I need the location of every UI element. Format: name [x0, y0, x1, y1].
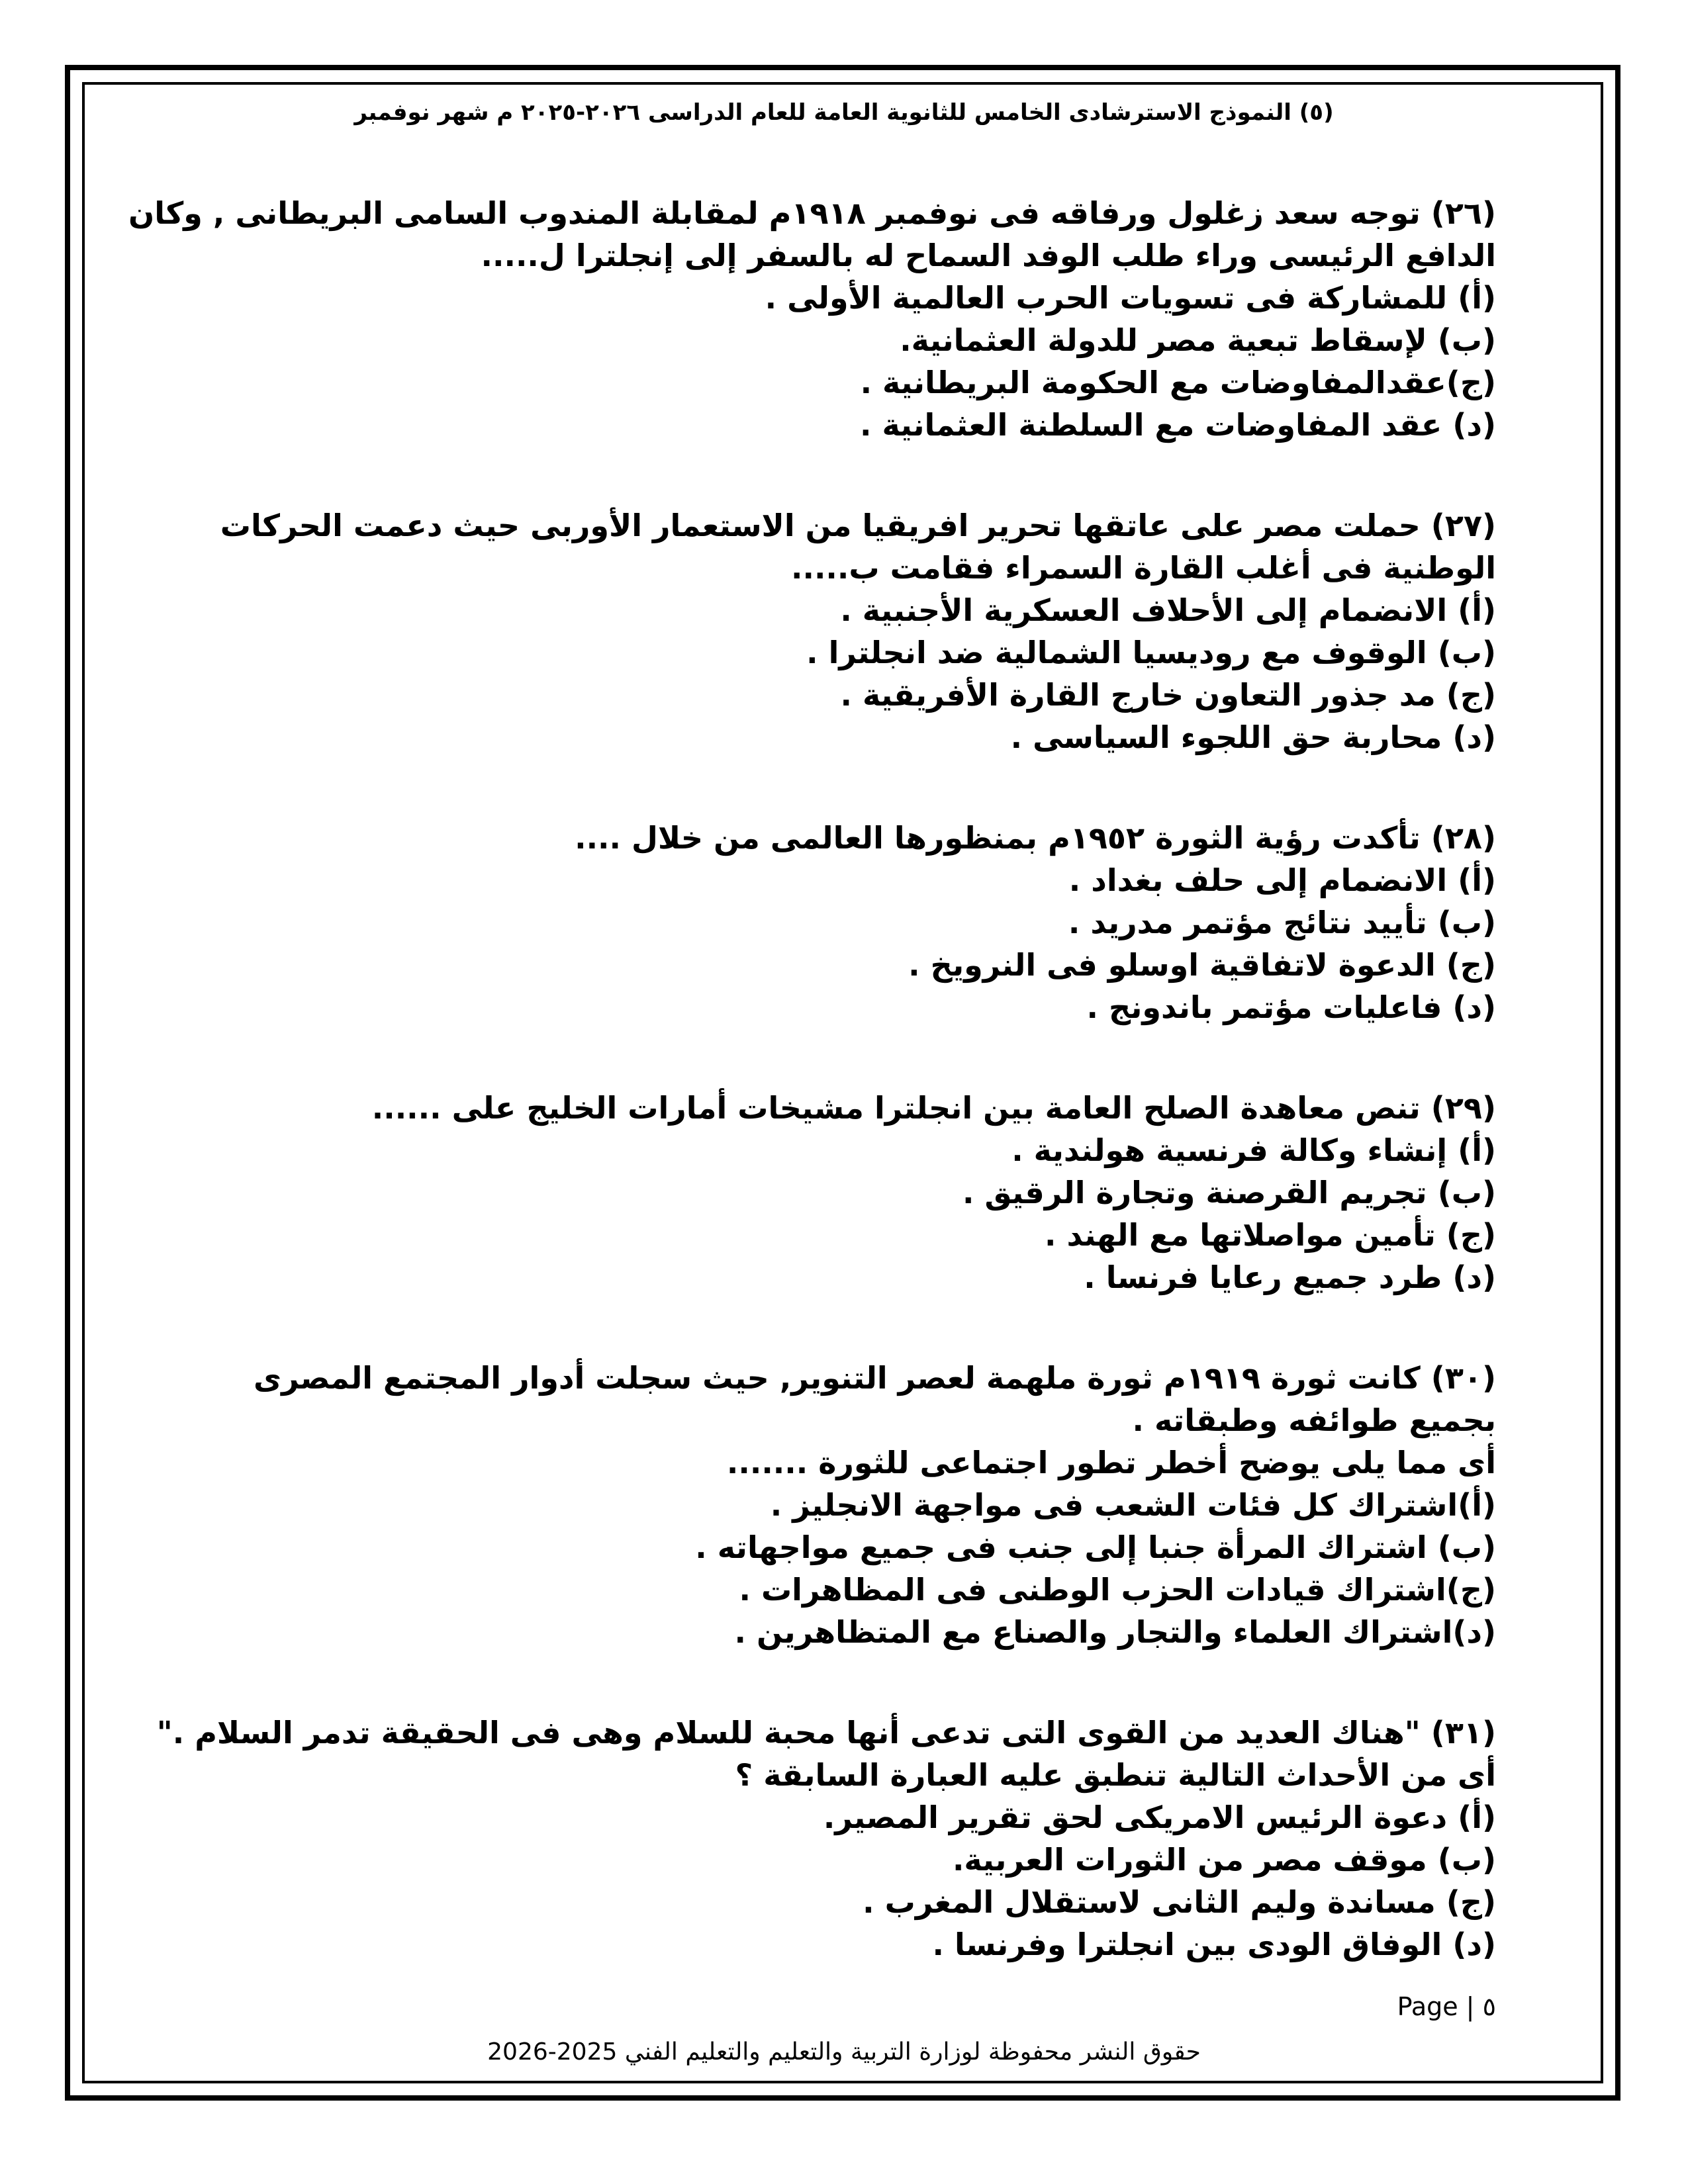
option-d: (د)اشتراك العلماء والتجار والصناع مع المتظاهرين . [734, 1614, 1496, 1650]
page-header: (٥) النموذج الاسترشادى الخامس للثانوية العامة للعام الدراسى ٢٠٢٦-٢٠٢٥ م شهر نوفمبر [354, 99, 1334, 126]
option-b: (ب) تجريم القرصنة وتجارة الرقيق . [962, 1175, 1496, 1210]
option-a: (أ)اشتراك كل فئات الشعب فى مواجهة الانجليز . [770, 1487, 1496, 1523]
option-d: (د) عقد المفاوضات مع السلطنة العثمانية . [860, 407, 1496, 443]
option-b: (ب) موقف مصر من الثورات العربية. [952, 1842, 1496, 1878]
question-stem: (٣١) "هناك العديد من القوى التى تدعى أنها محبة للسلام وهى فى الحقيقة تدمر السلام ." [156, 1715, 1496, 1751]
question-26 [128, 192, 1496, 446]
option-d: (د) طرد جميع رعايا فرنسا . [1084, 1259, 1496, 1295]
option-b: (ب) اشتراك المرأة جنبا إلى جنب فى جميع مواجهاته . [695, 1529, 1496, 1565]
question-27 [220, 504, 1496, 758]
question-prompt: أى مما يلى يوضح أخطر تطور اجتماعى للثورة ....... [726, 1445, 1496, 1480]
question-stem: (٢٦) توجه سعد زغلول ورفاقه فى نوفمبر ١٩١٨م لمقابلة المندوب السامى البريطانى , وكان [128, 195, 1496, 231]
question-stem: بجميع طوائفه وطبقاته . [1132, 1402, 1496, 1438]
copyright-notice: حقوق النشر محفوظة لوزارة التربية والتعليم والتعليم الفني 2025-2026 [487, 2038, 1201, 2066]
question-prompt: أى من الأحداث التالية تنطبق عليه العبارة السابقة ؟ [735, 1757, 1496, 1793]
option-c: (ج)اشتراك قيادات الحزب الوطنى فى المظاهرات . [739, 1572, 1496, 1608]
question-stem: (٢٨) تأكدت رؤية الثورة ١٩٥٢م بمنظورها العالمى من خلال .... [575, 820, 1496, 856]
option-a: (أ) للمشاركة فى تسويات الحرب العالمية الأولى . [765, 280, 1496, 316]
page-number: Page | ٥ [1397, 1992, 1496, 2021]
option-b: (ب) تأييد نتائج مؤتمر مدريد . [1068, 905, 1496, 940]
question-31 [156, 1711, 1496, 1966]
question-28 [238, 817, 1496, 1028]
option-c: (ج) مساندة وليم الثانى لاستقلال المغرب . [863, 1884, 1496, 1920]
option-c: (ج) مد جذور التعاون خارج القارة الأفريقية . [840, 677, 1496, 713]
question-29 [238, 1087, 1496, 1298]
question-stem: الوطنية فى أغلب القارة السمراء فقامت ب..... [791, 550, 1496, 586]
option-c: (ج)عقدالمفاوضات مع الحكومة البريطانية . [860, 365, 1496, 400]
questions-container [128, 192, 1496, 2024]
option-c: (ج) تأمين مواصلاتها مع الهند . [1045, 1217, 1496, 1253]
option-c: (ج) الدعوة لاتفاقية اوسلو فى النرويخ . [908, 947, 1496, 983]
option-b: (ب) الوقوف مع روديسيا الشمالية ضد انجلترا . [806, 635, 1496, 670]
option-d: (د) فاعليات مؤتمر باندونج . [1086, 989, 1496, 1025]
option-d: (د) محاربة حق اللجوء السياسى . [1010, 719, 1496, 755]
option-a: (أ) دعوة الرئيس الامريكى لحق تقرير المصير. [823, 1799, 1496, 1835]
option-a: (أ) الانضمام إلى حلف بغداد . [1068, 862, 1496, 898]
question-stem: (٢٧) حملت مصر على عاتقها تحرير افريقيا من الاستعمار الأوربى حيث دعمت الحركات [220, 508, 1496, 543]
question-stem: الدافع الرئيسى وراء طلب الوفد السماح له بالسفر إلى إنجلترا ل..... [481, 238, 1496, 273]
question-stem: (٢٩) تنص معاهدة الصلح العامة بين انجلترا مشيخات أمارات الخليج على ...... [371, 1090, 1496, 1126]
option-b: (ب) لإسقاط تبعية مصر للدولة العثمانية. [900, 322, 1496, 358]
option-a: (أ) الانضمام إلى الأحلاف العسكرية الأجنبية . [840, 592, 1496, 628]
option-a: (أ) إنشاء وكالة فرنسية هولندية . [1011, 1132, 1496, 1168]
question-30 [238, 1357, 1496, 1653]
option-d: (د) الوفاق الودى بين انجلترا وفرنسا . [932, 1927, 1496, 1962]
question-stem: (٣٠) كانت ثورة ١٩١٩م ثورة ملهمة لعصر التنوير, حيث سجلت أدوار المجتمع المصرى [254, 1360, 1496, 1396]
